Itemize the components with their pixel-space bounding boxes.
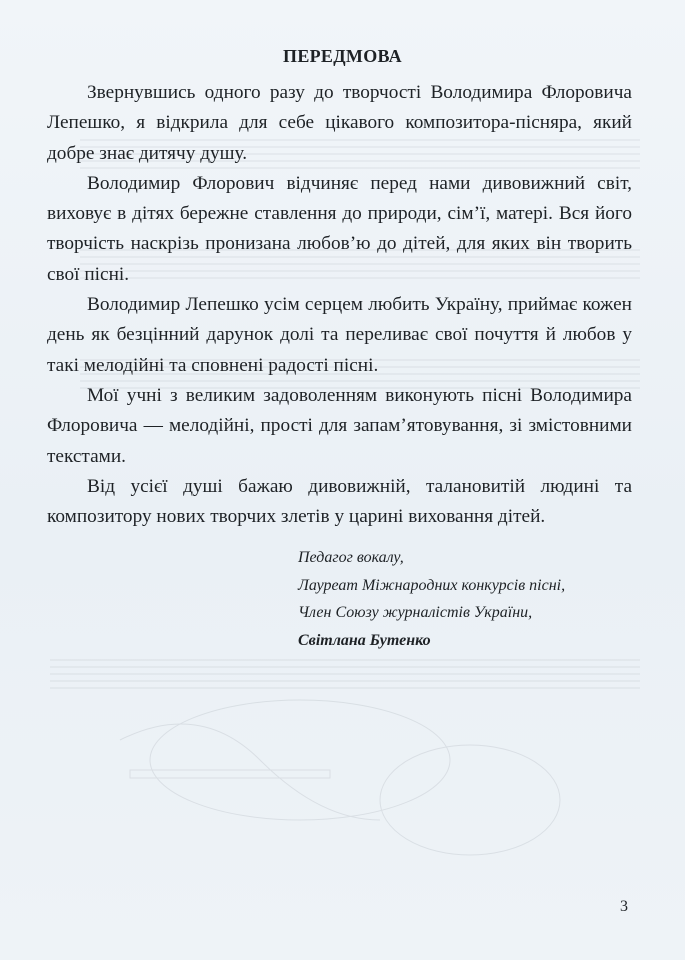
preface-body <box>47 78 632 532</box>
paragraph: Володимир Флорович відчиняє перед нами дивовижний світ, виховує в дітях бережне ставлення до природи, сім’ї, матері. Вся його творчість наскрізь пронизана любов’ю до дітей, для яких він творить свої пісні. <box>47 172 632 285</box>
signature-name: Світлана Бутенко <box>298 631 431 649</box>
signature-membership: Член Союзу журналістів України, <box>298 604 533 621</box>
signature-award: Лауреат Міжнародних конкурсів пісні, <box>298 576 566 594</box>
paragraph: Звернувшись одного разу до творчості Володимира Флоровича Лепешко, я відкрила для себе цікавого композитора-пісняра, який добре знає дитячу душу. <box>47 82 632 164</box>
signature-position: Педагог вокалу, <box>298 549 404 566</box>
page-title: ПЕРЕДМОВА <box>283 46 402 66</box>
paragraph: Мої учні з великим задоволенням виконують пісні Володимира Флоровича — мелодійні, прості для запам’ятовування, зі змістовними текстами. <box>47 384 632 467</box>
signature-block <box>298 544 565 654</box>
paragraph: Від усієї душі бажаю дивовижній, талановитій людині та композитору нових творчих злетів у царині виховання дітей. <box>47 475 632 528</box>
paragraph: Володимир Лепешко усім серцем любить Україну, приймає кожен день як безцінний дарунок долі та переливає свої почуття й любов у такі мелодійні та сповнені радості пісні. <box>47 294 632 376</box>
page-number: 3 <box>620 898 628 915</box>
